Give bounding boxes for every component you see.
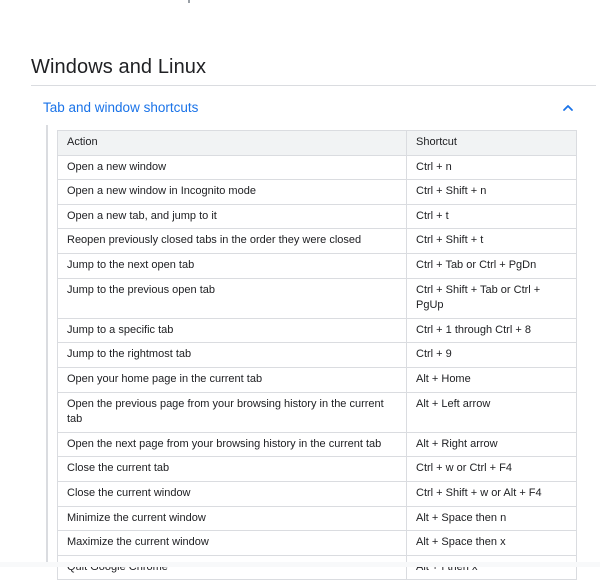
action-cell: Jump to the previous open tab <box>58 278 407 318</box>
table-row <box>58 481 577 506</box>
shortcut-cell: Alt + Space then n <box>407 506 577 531</box>
action-cell: Jump to the rightmost tab <box>58 343 407 368</box>
table-row <box>58 343 577 368</box>
shortcut-cell: Ctrl + Shift + n <box>407 180 577 205</box>
action-cell: Close the current window <box>58 481 407 506</box>
shortcut-cell: Alt + Space then x <box>407 531 577 556</box>
table-row <box>58 318 577 343</box>
table-row <box>58 392 577 432</box>
shortcuts-table <box>57 130 577 580</box>
action-cell: Open a new window <box>58 155 407 180</box>
table-row <box>58 367 577 392</box>
section-divider <box>31 85 596 86</box>
table-row <box>58 204 577 229</box>
shortcut-cell: Ctrl + Shift + Tab or Ctrl + PgUp <box>407 278 577 318</box>
shortcut-cell: Ctrl + t <box>407 204 577 229</box>
table-row <box>58 506 577 531</box>
action-cell: Maximize the current window <box>58 531 407 556</box>
action-cell: Jump to the next open tab <box>58 253 407 278</box>
shortcut-cell: Ctrl + Tab or Ctrl + PgDn <box>407 253 577 278</box>
shortcut-cell: Alt + Left arrow <box>407 392 577 432</box>
table-row <box>58 155 577 180</box>
bottom-edge <box>0 562 600 567</box>
action-cell <box>58 555 407 580</box>
accordion-content-bar <box>46 125 48 565</box>
action-cell: Jump to a specific tab <box>58 318 407 343</box>
action-cell: Open a new window in Incognito mode <box>58 180 407 205</box>
shortcut-cell: Alt + Right arrow <box>407 432 577 457</box>
action-cell: Minimize the current window <box>58 506 407 531</box>
action-cell: Open a new tab, and jump to it <box>58 204 407 229</box>
table-row <box>58 278 577 318</box>
table-row <box>58 180 577 205</box>
shortcut-cell: Ctrl + Shift + w or Alt + F4 <box>407 481 577 506</box>
action-cell: Close the current tab <box>58 457 407 482</box>
table-row <box>58 229 577 254</box>
table-row <box>58 432 577 457</box>
shortcut-cell: Ctrl + w or Ctrl + F4 <box>407 457 577 482</box>
table-row <box>58 555 577 580</box>
action-cell: Open the next page from your browsing history in the current tab <box>58 432 407 457</box>
shortcut-cell <box>407 555 577 580</box>
table-row <box>58 457 577 482</box>
shortcut-cell: Ctrl + 9 <box>407 343 577 368</box>
action-cell: Open the previous page from your browsing history in the current tab <box>58 392 407 432</box>
action-cell: Reopen previously closed tabs in the order they were closed <box>58 229 407 254</box>
top-artifact-mark <box>188 0 190 3</box>
table-row <box>58 253 577 278</box>
table-header-row <box>58 131 577 156</box>
column-header-shortcut: Shortcut <box>407 131 577 156</box>
accordion-title: Tab and window shortcuts <box>43 100 199 115</box>
action-cell: Open your home page in the current tab <box>58 367 407 392</box>
section-title: Windows and Linux <box>31 56 207 78</box>
shortcut-cell: Ctrl + n <box>407 155 577 180</box>
shortcut-cell: Ctrl + Shift + t <box>407 229 577 254</box>
accordion-header-tab-and-window-shortcuts[interactable] <box>43 99 583 119</box>
shortcut-cell: Ctrl + 1 through Ctrl + 8 <box>407 318 577 343</box>
shortcut-cell: Alt + Home <box>407 367 577 392</box>
chevron-up-icon[interactable] <box>561 99 575 117</box>
column-header-action: Action <box>58 131 407 156</box>
table-row <box>58 531 577 556</box>
